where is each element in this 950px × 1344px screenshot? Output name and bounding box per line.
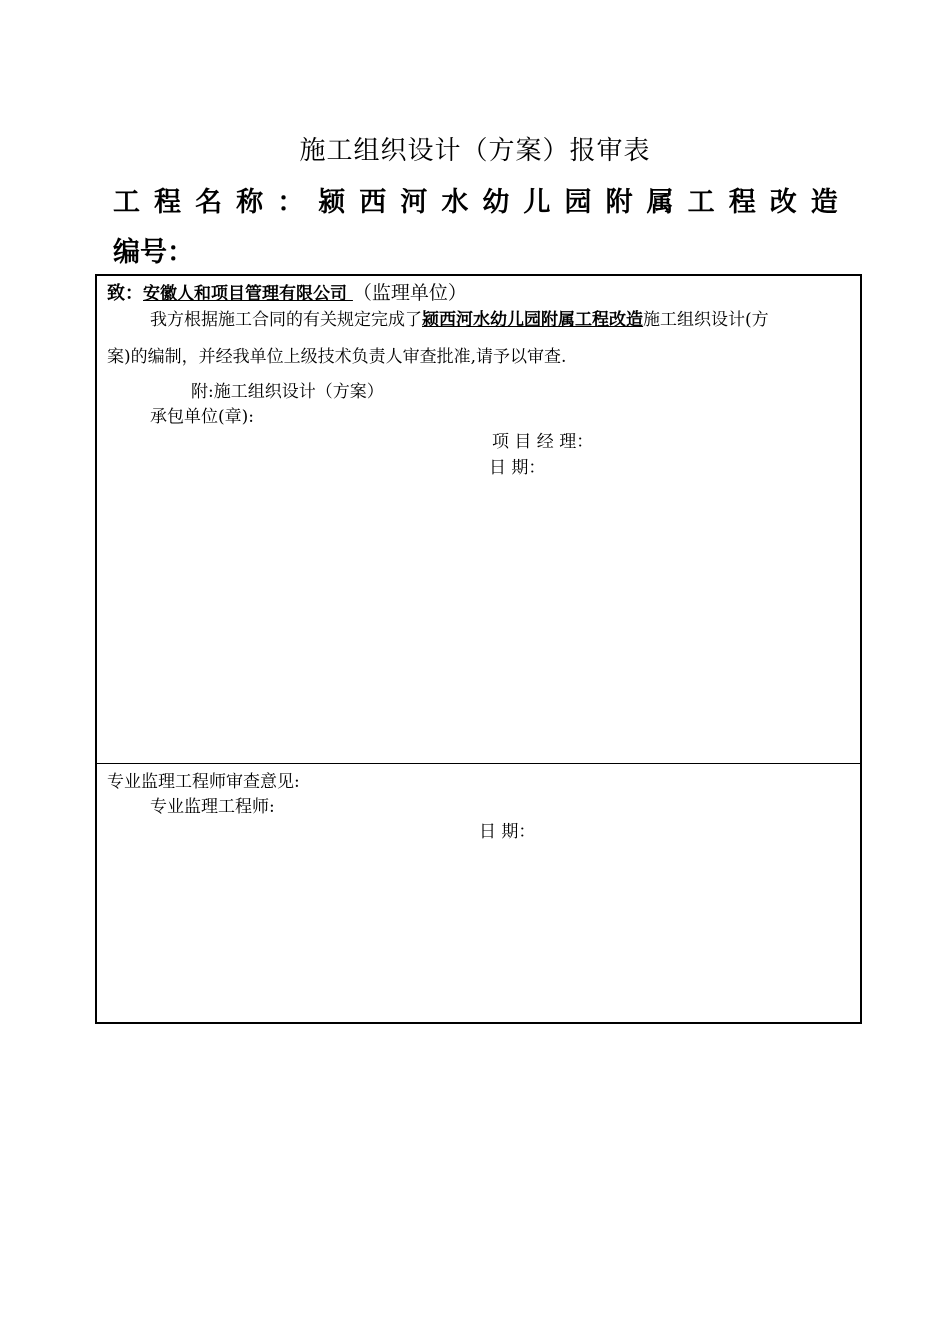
project-name-char: 附 [605,187,633,218]
project-name-char: 颍 [318,187,346,218]
project-name-heading [113,180,838,219]
attachment-label: 附:施工组织设计（方案） [191,382,384,402]
project-manager-label: 项 目 经 理： [492,432,594,452]
section-divider [97,763,860,764]
project-name-char: 园 [564,187,592,218]
submission-text-line2: 案)的编制，并经我单位上级技术负责人审查批准,请予以审查. [107,347,567,367]
project-name-char: 程 [728,187,756,218]
engineer-opinion-label: 专业监理工程师审查意见: [107,772,300,792]
to-label: 致： [107,283,143,304]
supervisor-company: 安徽人和项目管理有限公司 [143,284,353,304]
project-name-char: 幼 [482,187,510,218]
project-name-char: 工 [687,187,715,218]
contractor-label: 承包单位(章): [150,407,254,427]
project-name-char: 属 [646,187,674,218]
engineer-label: 专业监理工程师: [150,797,275,817]
review-form-table [95,274,862,1024]
project-name-char: 称 [236,187,264,218]
supervisor-unit-note: （监理单位） [352,282,467,304]
contractor-date-label: 日 期： [489,458,546,478]
project-name-char: ： [277,187,305,218]
document-title: 施工组织设计（方案）报审表 [299,136,651,166]
engineer-date-label: 日 期： [479,822,536,842]
project-name-char: 造 [810,187,838,218]
project-name-char: 改 [769,187,797,218]
addressee-line [107,278,467,305]
body-prefix: 我方根据施工合同的有关规定完成了 [150,310,422,330]
project-name-char: 名 [195,187,223,218]
body-suffix: 施工组织设计(方 [643,310,769,330]
project-name-char: 西 [359,187,387,218]
project-name-char: 儿 [523,187,551,218]
number-label: 编号： [113,237,194,268]
project-name-char: 程 [154,187,182,218]
project-name-char: 水 [441,187,469,218]
project-name-char: 工 [113,187,140,218]
submission-text-line1 [150,305,769,330]
project-name-char: 河 [400,187,428,218]
body-project-name: 颍西河水幼儿园附属工程改造 [422,310,643,330]
